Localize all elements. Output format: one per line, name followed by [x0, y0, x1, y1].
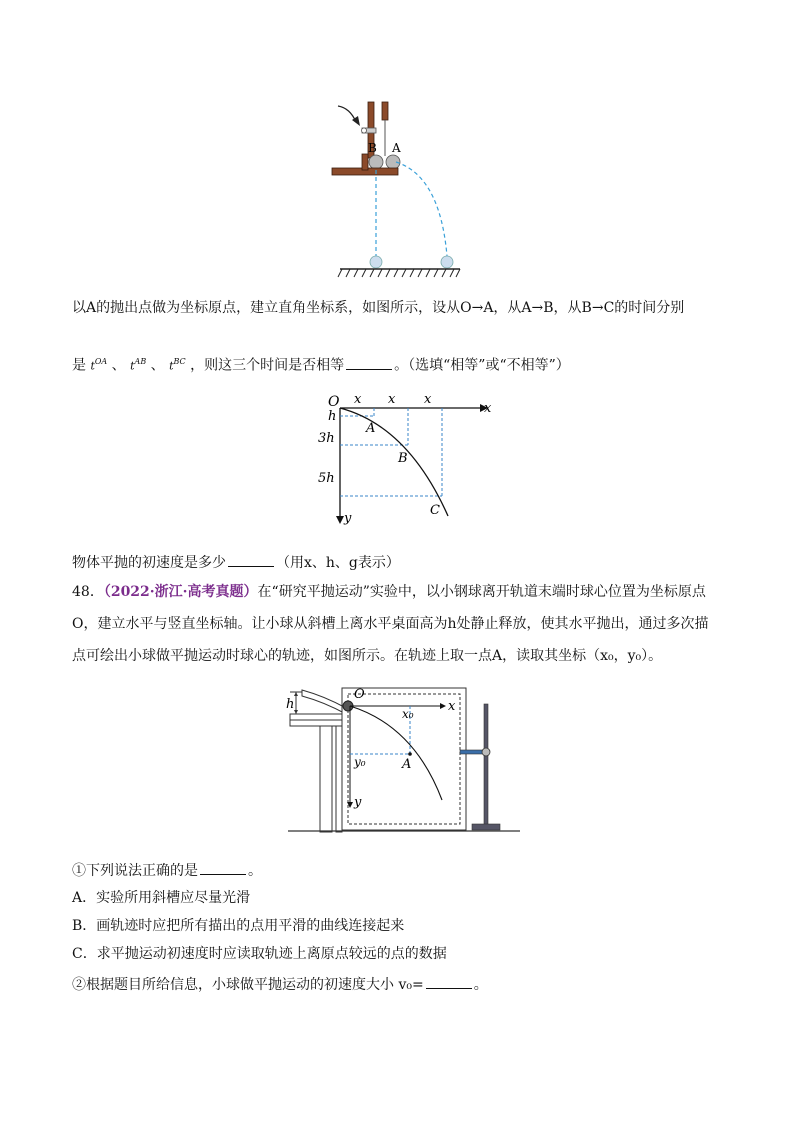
point-a-label: A: [402, 757, 412, 772]
answer-blank-3[interactable]: [200, 860, 246, 875]
option-a: A．实验所用斜槽应尽量光滑: [72, 890, 251, 906]
t-ab: t: [130, 359, 135, 373]
y-axis-label: y: [354, 795, 362, 810]
point-b-label: B: [398, 451, 408, 466]
sub2-start: ②根据题目所给信息，小球做平抛运动的初速度大小 v₀=: [72, 977, 424, 993]
t-ab-sub: AB: [134, 357, 147, 366]
q48-source: （2022·浙江·高考真题）: [103, 584, 258, 600]
figure-experiment-setup: [284, 674, 524, 834]
x-axis-label: x: [448, 699, 456, 714]
label-3h: 3h: [318, 431, 335, 446]
sub1-start: ①下列说法正确的是: [72, 863, 198, 879]
answer-blank-1[interactable]: [346, 355, 392, 370]
figure-apparatus: [330, 96, 470, 282]
t-oa: t: [90, 359, 95, 373]
q47-line1: 以A的抛出点做为坐标原点，建立直角坐标系，如图所示，设从O→A，从A→B，从B→C的时间分别: [72, 300, 685, 316]
t-bc-sub: BC: [173, 357, 186, 366]
sub2-end: 。: [473, 977, 488, 993]
sub1-end: 。: [248, 863, 262, 879]
sep2: 、: [150, 357, 165, 374]
q47-line2-start: 是: [72, 357, 86, 374]
label-h: h: [286, 697, 295, 712]
point-a-label: A: [366, 421, 376, 436]
t-oa-sub: OA: [94, 357, 108, 366]
q48-line3: 点可绘出小球做平抛运动时球心的轨迹，如图所示。在轨迹上取一点A，读取其坐标（x₀，y₀）。: [72, 648, 663, 664]
q47-line3-end: （用x、h、g表示）: [276, 555, 400, 571]
t-bc: t: [169, 359, 174, 373]
point-c-label: C: [430, 503, 440, 518]
label-h: h: [328, 409, 337, 424]
label-x1: x: [354, 392, 362, 407]
sep1: 、: [111, 357, 126, 374]
answer-blank-2[interactable]: [228, 552, 274, 567]
sub2-line: [72, 974, 488, 995]
q48-number: 48．: [72, 584, 104, 600]
q47-line3: [72, 552, 400, 573]
q47-line2: [72, 352, 570, 377]
answer-blank-4[interactable]: [426, 974, 472, 989]
label-o: O: [354, 687, 365, 702]
figure-trajectory-grid: [308, 386, 498, 526]
label-x2: x: [388, 392, 396, 407]
label-y0: y₀: [354, 755, 366, 769]
q48-line2: O，建立水平与竖直坐标轴。让小球从斜槽上离水平桌面高为h处静止释放，使其水平抛出，通过多次描: [72, 616, 709, 632]
label-5h: 5h: [318, 471, 335, 486]
sub1-line: [72, 860, 262, 881]
label-x0: x₀: [402, 707, 414, 721]
label-o: O: [328, 394, 340, 410]
q47-line2-end: 。（选填“相等”或“不相等”）: [394, 357, 570, 374]
label-x3: x: [424, 392, 432, 407]
q47-line2-mid: ，则这三个时间是否相等: [190, 357, 345, 374]
y-axis-label: y: [344, 511, 352, 526]
q48-line1: [72, 582, 706, 602]
label-a: A: [392, 141, 401, 155]
q48-line1-rest: 在“研究平抛运动”实验中，以小钢球离开轨道末端时球心位置为坐标原点: [257, 584, 706, 600]
x-axis-label: x: [484, 401, 492, 416]
q47-line3-start: 物体平抛的初速度是多少: [72, 555, 226, 571]
option-c: C．求平抛运动初速度时应读取轨迹上离原点较远的点的数据: [72, 946, 447, 962]
label-b: B: [368, 141, 377, 155]
option-b: B．画轨迹时应把所有描出的点用平滑的曲线连接起来: [72, 918, 405, 934]
